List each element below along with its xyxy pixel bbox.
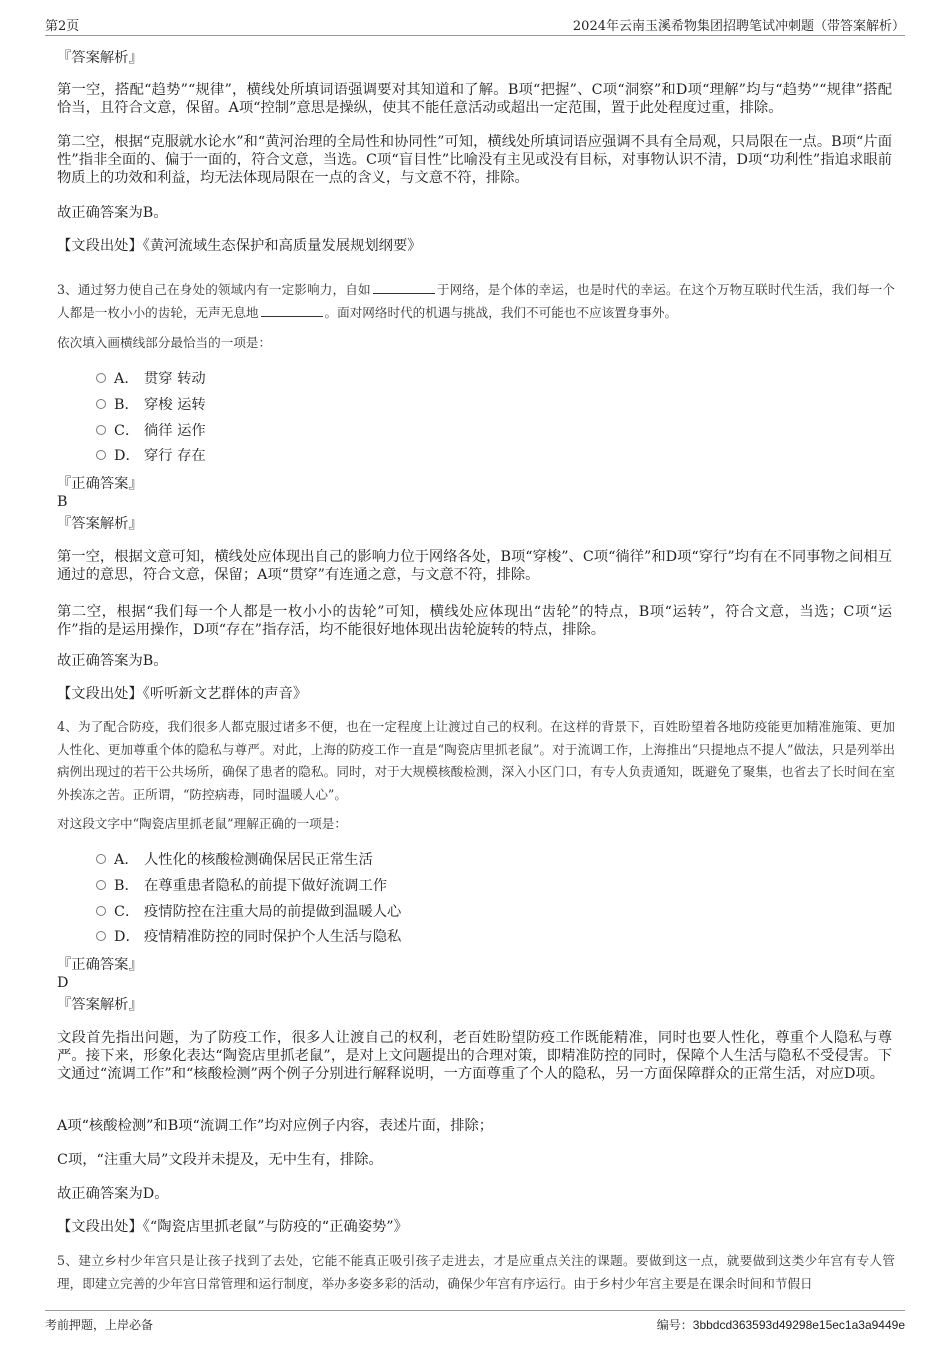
q5-question-text: 5、建立乡村少年宫只是让孩子找到了去处，它能不能真正吸引孩子走进去，才是应重点关注的课题。要做到这一点，就要做到这类少年宫有专人管理，即建立完善的少年宫日常管理和运行制度，举办多姿多彩的活动，确保少年宫有序运行。由于乡村少年宫主要是在课余时间和节假日 (57, 1253, 895, 1291)
q3-analysis-paragraph-1: 第一空，根据文意可知，横线处应体现出自己的影响力位于网络各处，B项“穿梭”、C项“徜徉”和D项“穿行”均有在不同事物之间相互通过的意思，符合文意，保留；A项“贯穿”有连通之意，与文意不符，排除。 (57, 549, 892, 583)
q3-analysis-paragraph-2: 第二空，根据“我们每一个人都是一枚小小的齿轮”可知，横线处应体现出“齿轮”的特点，B项“运转”，符合文意，当选；C项“运作”指的是运用操作，D项“存在”指存活，均不能很好地体现出齿轮旋转的特点，排除。 (57, 604, 892, 638)
q4-analysis-paragraph-3: C项，“注重大局”文段并未提及，无中生有，排除。 (57, 1152, 383, 1168)
q3-text-part-3: 。面对网络时代的机遇与挑战，我们不可能也不应该置身事外。 (324, 304, 678, 320)
q4-option-c[interactable]: C． 疫情防控在注重大局的前提做到温暖人心 (96, 903, 401, 921)
q4-source: 【文段出处】《“陶瓷店里抓老鼠”与防疫的“正确姿势”》 (57, 1219, 408, 1235)
q3-stem: 依次填入画横线部分最恰当的一项是： (57, 335, 272, 350)
page-header (45, 13, 905, 36)
q3-analysis-label: 『答案解析』 (57, 516, 143, 532)
radio-icon[interactable] (96, 399, 106, 409)
q2-analysis-paragraph-1: 第一空，搭配“趋势”“规律”，横线处所填词语强调要对其知道和了解。B项“把握”、C项“洞察”和D项“理解”均与“趋势”“规律”搭配恰当，且符合文意，保留。A项“控制”意思是操纵，使其不能任意活动或超出一定范围，置于此处程度过重，排除。 (57, 82, 892, 116)
q4-question-text: 4、为了配合防疫，我们很多人都克服过诸多不便，也在一定程度上让渡过自己的权利。在这样的背景下，百姓盼望着各地防疫能更加精准施策、更加人性化、更加尊重个体的隐私与尊严。对此，上海的防疫工作一直是“陶瓷店里抓老鼠”。对于流调工作，上海推出“只提地点不提人”做法，只是列举出病例出现过的若干公共场所，确保了患者的隐私。同时，对于大规模核酸检测，深入小区门口，有专人负责通知，既避免了聚集，也省去了长时间在室外挨冻之苦。正所谓，“防控病毒，同时温暖人心”。 (57, 719, 895, 802)
footer-code-value: 3bbdcd363593d49298e15ec1a3a9449e (692, 1318, 905, 1332)
q3-option-a[interactable]: A． 贯穿 转动 (96, 370, 206, 388)
footer-code (657, 1316, 905, 1333)
footer-code-label: 编号： (656, 1318, 693, 1332)
q3-blank-2 (261, 304, 323, 317)
q3-text-part-2: 于网络，是个体的幸运，也是时代的幸运。在这个万物互联时代生活，我们每一个人都是一枚小小的齿轮，无声无息地 (57, 282, 896, 320)
q3-text-part-1: 3、通过努力使自己在身处的领域内有一定影响力，自如 (57, 282, 371, 297)
radio-icon[interactable] (96, 880, 106, 890)
q4-option-a[interactable]: A． 人性化的核酸检测确保居民正常生活 (96, 851, 373, 869)
q3-option-b[interactable]: B． 穿梭 运转 (96, 396, 206, 414)
q2-analysis-label: 『答案解析』 (57, 50, 143, 66)
document-title: 2024年云南玉溪希物集团招聘笔试冲刺题（带答案解析） (572, 19, 905, 34)
page-footer (45, 1310, 905, 1337)
q4-correct-label: 『正确答案』 (57, 957, 143, 973)
page-number: 第2页 (45, 19, 80, 34)
q3-conclusion: 故正确答案为B。 (57, 653, 168, 669)
radio-icon[interactable] (96, 373, 106, 383)
q4-conclusion: 故正确答案为D。 (57, 1186, 169, 1202)
q4-option-d[interactable]: D． 疫情精准防控的同时保护个人生活与隐私 (96, 928, 401, 946)
q2-conclusion: 故正确答案为B。 (57, 205, 168, 221)
q3-question-text (57, 279, 895, 324)
q4-correct-answer: D (57, 975, 69, 991)
q4-analysis-paragraph-2: A项“核酸检测”和B项“流调工作”均对应例子内容，表述片面，排除； (57, 1118, 494, 1134)
q2-source: 【文段出处】《黄河流域生态保护和高质量发展规划纲要》 (57, 238, 422, 254)
q3-option-c[interactable]: C． 徜徉 运作 (96, 422, 206, 440)
q3-blank-1 (373, 281, 435, 294)
q4-analysis-label: 『答案解析』 (57, 997, 143, 1013)
radio-icon[interactable] (96, 854, 106, 864)
footer-slogan: 考前押题，上岸必备 (45, 1318, 154, 1332)
q4-stem: 对这段文字中“陶瓷店里抓老鼠”理解正确的一项是： (57, 816, 347, 831)
radio-icon[interactable] (96, 425, 106, 435)
q3-correct-answer: B (57, 494, 68, 510)
q2-analysis-paragraph-2: 第二空，根据“克服就水论水”和“黄河治理的全局性和协同性”可知，横线处所填词语应强调不具有全局观，只局限在一点。B项“片面性”指非全面的、偏于一面的，符合文意，当选。C项“盲目性”比喻没有主见或没有目标，对事物认识不清，D项“功利性”指追求眼前物质上的功效和利益，均无法体现局限在一点的含义，与文意不符，排除。 (57, 134, 892, 186)
radio-icon[interactable] (96, 906, 106, 916)
radio-icon[interactable] (96, 450, 106, 460)
q4-option-b[interactable]: B． 在尊重患者隐私的前提下做好流调工作 (96, 877, 387, 895)
q4-analysis-paragraph-1: 文段首先指出问题，为了防疫工作，很多人让渡自己的权利，老百姓盼望防疫工作既能精准，同时也要人性化，尊重个人隐私与尊严。接下来，形象化表达“陶瓷店里抓老鼠”，是对上文问题提出的合理对策，即精准防控的同时，保障个人生活与隐私不受侵害。下文通过“流调工作”和“核酸检测”两个例子分别进行解释说明，一方面尊重了个人的隐私，另一方面保障群众的正常生活，对应D项。 (57, 1030, 892, 1082)
q3-correct-label: 『正确答案』 (57, 476, 143, 492)
radio-icon[interactable] (96, 931, 106, 941)
q3-option-d[interactable]: D． 穿行 存在 (96, 447, 206, 465)
q3-source: 【文段出处】《听听新文艺群体的声音》 (57, 686, 308, 702)
